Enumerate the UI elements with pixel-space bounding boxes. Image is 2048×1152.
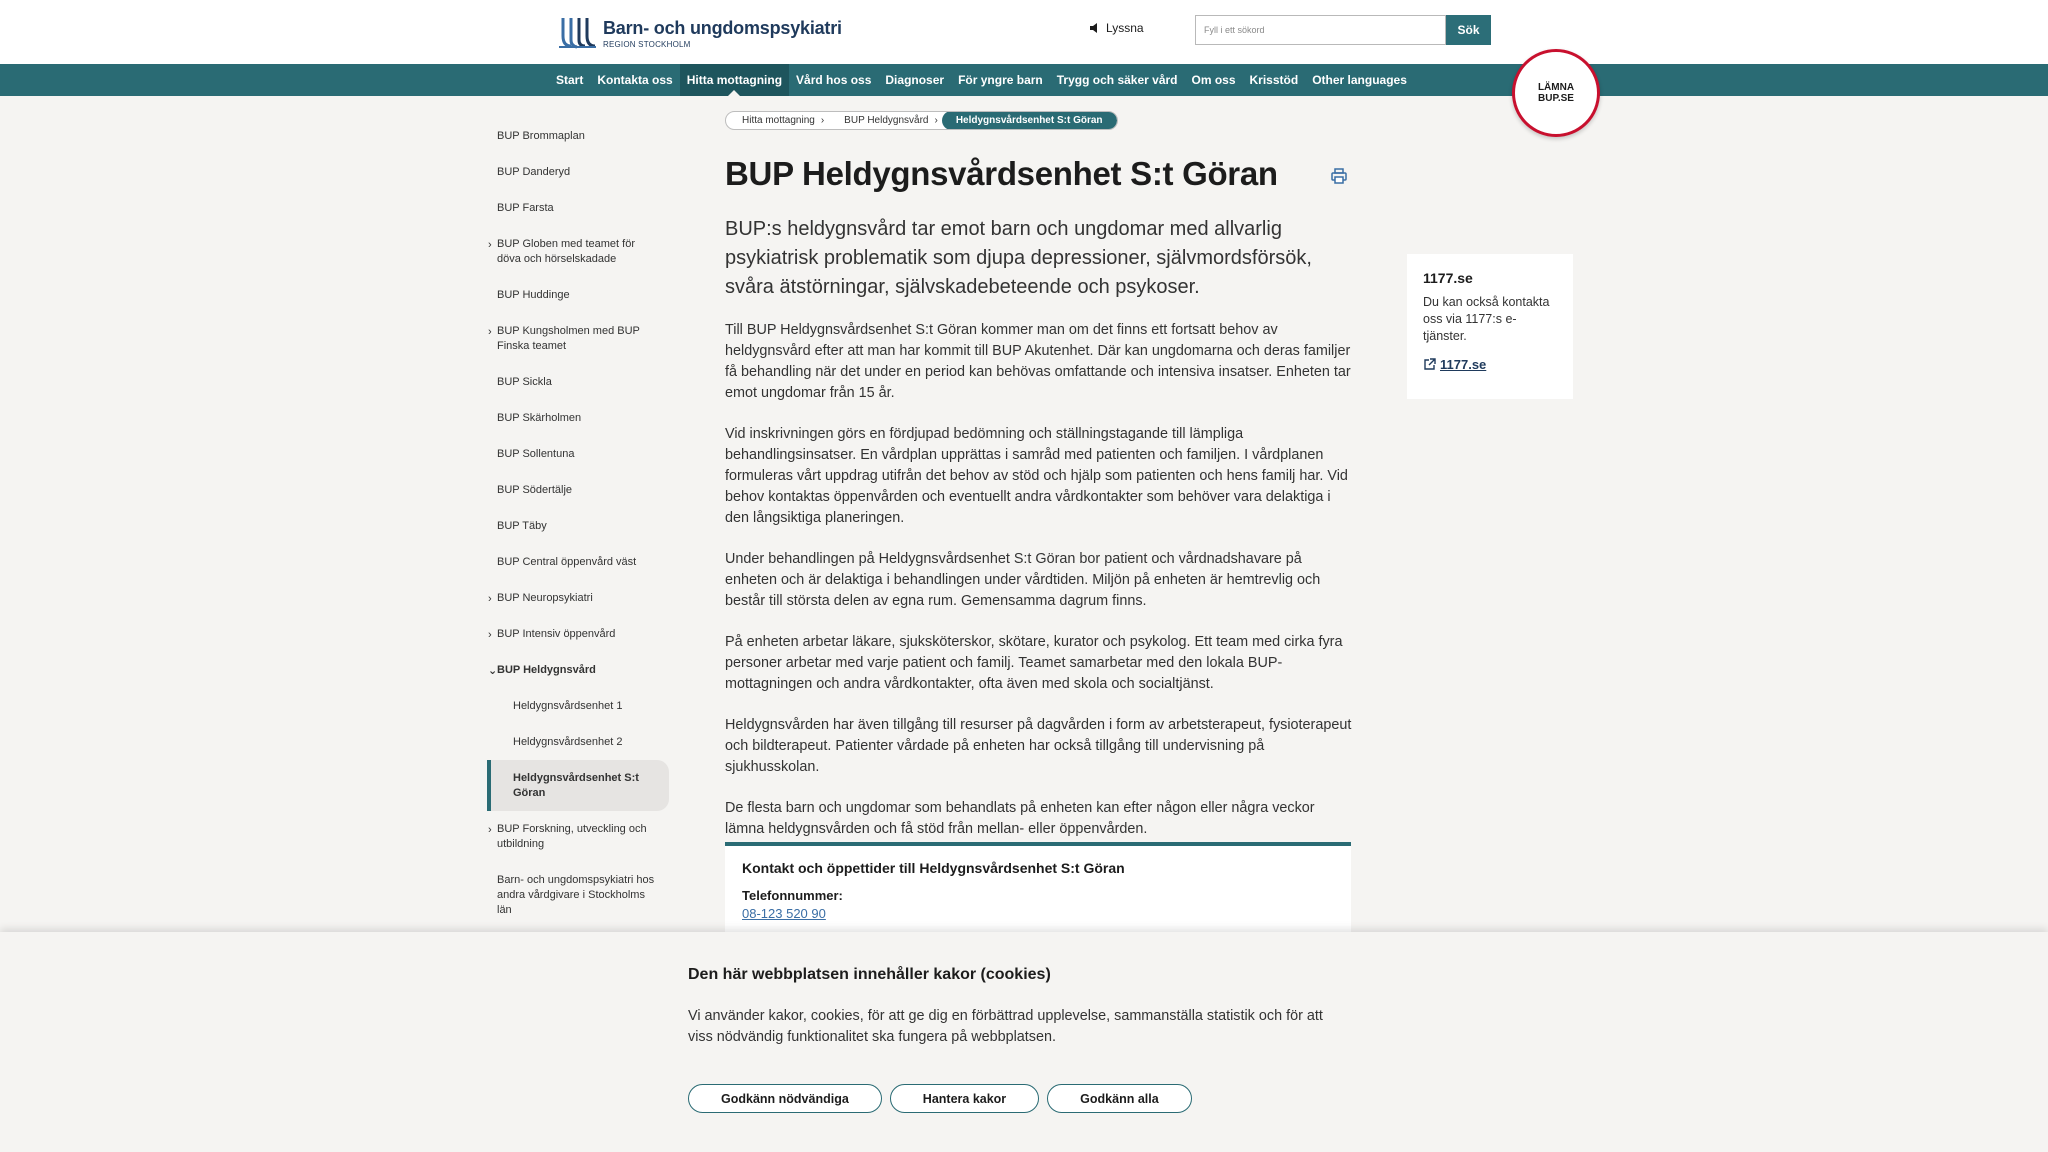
breadcrumb-link[interactable]: BUP Heldygnsvård — [844, 115, 929, 126]
chevron-right-icon: › — [488, 326, 492, 338]
cookie-banner — [0, 932, 2048, 1152]
info-card-text: Du kan också kontakta oss via 1177:s e-tjänster. — [1423, 295, 1550, 343]
speaker-icon — [1089, 22, 1101, 34]
chevron-right-icon: › — [488, 629, 492, 641]
listen-label: Lyssna — [1106, 21, 1144, 35]
chevron-down-icon: ⌄ — [488, 665, 498, 677]
lead-text: BUP:s heldygnsvård tar emot barn och ungdomar med allvarlig psykiatrisk problematik som djupa depressioner, självmordsförsök, svåra ätstörningar, självskadebeteende och psykoser. — [725, 218, 1312, 298]
site-header — [0, 0, 2048, 64]
logo-mark-icon — [557, 16, 597, 50]
chevron-right-icon: › — [820, 115, 825, 126]
badge-line1: LÄMNA — [1537, 82, 1575, 93]
sidebar-item[interactable]: BUP Sickla — [497, 376, 552, 388]
chevron-right-icon: › — [488, 824, 492, 836]
nav-item-trygg-och-saker-vard[interactable]: Trygg och säker vård — [1056, 73, 1178, 87]
logo-title: Barn- och ungdomspsykiatri — [603, 17, 842, 38]
sidebar-subitem[interactable]: Heldygnsvårdsenhet 1 — [513, 700, 623, 712]
nav-item-other-languages[interactable]: Other languages — [1312, 73, 1407, 87]
sidebar-item[interactable]: › BUP Kungsholmen med BUP Finska teamet — [488, 325, 640, 352]
breadcrumb-current: Heldygnsvårdsenhet S:t Göran — [942, 111, 1117, 130]
listen-button[interactable] — [1089, 21, 1144, 35]
sidebar-item[interactable]: BUP Skärholmen — [497, 412, 582, 424]
accept-necessary-button[interactable]: Godkänn nödvändiga — [688, 1084, 882, 1113]
sidebar-item[interactable]: › BUP Forskning, utveckling och utbildning — [488, 823, 647, 850]
leave-site-badge[interactable] — [1512, 49, 1600, 137]
sidebar-item[interactable]: BUP Täby — [497, 520, 547, 532]
paragraph: Till BUP Heldygnsvårdsenhet S:t Göran kommer man om det finns ett fortsatt behov av heldygnsvård efter att man har kommit till BUP Akutenhet. Där kan ungdomarna och deras familjer få behandling när det under en period kan behövas omfattande och intensiva insatser. Enheten tar emot ungdomar från 15 år. — [725, 322, 1351, 401]
nav-item-start[interactable]: Start — [556, 73, 584, 87]
sidebar-item[interactable]: Barn- och ungdomspsykiatri hos andra vårdgivare i Stockholms län — [497, 874, 655, 916]
sidebar-item-heldygnsvard[interactable]: ⌄ BUP Heldygnsvård — [488, 664, 596, 677]
sidebar-item[interactable]: BUP Farsta — [497, 202, 554, 214]
sidebar-item[interactable]: › BUP Neuropsykiatri — [488, 592, 593, 605]
logo-subtitle: REGION STOCKHOLM — [603, 39, 691, 49]
chevron-right-icon: › — [934, 115, 938, 126]
body-text — [725, 320, 1355, 860]
paragraph: Heldygnsvården har även tillgång till resurser på dagvården i form av arbetsterapeut, fysioterapeut och bildterapeut. Patienter vårdade på enheten har också tillgång till undervisning på sjukhusskolan. — [725, 717, 1352, 775]
search-input[interactable] — [1195, 15, 1446, 45]
breadcrumb — [725, 111, 1118, 130]
external-link-icon — [1423, 358, 1436, 371]
manage-cookies-button[interactable]: Hantera kakor — [890, 1084, 1039, 1113]
nav-item-diagnoser[interactable]: Diagnoser — [885, 73, 945, 87]
phone-label: Telefonnummer: — [742, 888, 843, 903]
page-title: BUP Heldygnsvårdsenhet S:t Göran — [725, 155, 1278, 192]
breadcrumb-link[interactable]: Hitta mottagning — [742, 115, 815, 126]
phone-link[interactable]: 08-123 520 90 — [742, 906, 826, 921]
print-icon[interactable] — [1331, 168, 1347, 184]
paragraph: På enheten arbetar läkare, sjuksköterskor, skötare, kurator och psykolog. Ett team med cirka fyra personer arbetar med varje patient och familj. Teamet samarbetar med den lokala BUP-mottagningen och andra vårdkontakter, ofta även med skola och socialtjänst. — [725, 634, 1343, 692]
nav-item-hitta-mottagning[interactable]: Hitta mottagning — [680, 64, 789, 96]
sidebar-item[interactable]: › BUP Globen med teamet för döva och hörselskadade — [488, 238, 635, 265]
nav-item-krisstod[interactable]: Krisstöd — [1249, 73, 1299, 87]
site-logo[interactable] — [557, 16, 842, 50]
nav-item-kontakta-oss[interactable]: Kontakta oss — [597, 73, 673, 87]
sidebar-item[interactable]: BUP Danderyd — [497, 166, 571, 178]
accept-all-button[interactable]: Godkänn alla — [1047, 1084, 1192, 1113]
sidebar-item[interactable]: BUP Södertälje — [497, 484, 573, 496]
nav-item-for-yngre-barn[interactable]: För yngre barn — [958, 73, 1043, 87]
sidebar-item[interactable]: › BUP Intensiv öppenvård — [488, 628, 616, 641]
info-card-link[interactable]: 1177.se — [1423, 357, 1557, 372]
contact-title: Kontakt och öppettider till Heldygnsvårdsenhet S:t Göran — [742, 860, 1125, 876]
sidebar-item[interactable]: BUP Sollentuna — [497, 448, 575, 460]
cookie-text: Vi använder kakor, cookies, för att ge dig en förbättrad upplevelse, sammanställa statistik och för att viss nödvändig funktionalitet ska fungera på webbplatsen. — [688, 1008, 1323, 1045]
badge-line2: BUP.SE — [1538, 93, 1574, 104]
main-nav — [0, 64, 2048, 96]
paragraph: Vid inskrivningen görs en fördjupad bedömning och ställningstagande till lämpliga behandlingsinsatser. En vårdplan upprättas i samråd med patienten och familjen. I vårdplanen formuleras vårt uppdrag utifrån det behov av stöd och hjälp som patienten och hens familj har. Vid behov kontaktas öppenvården och eventuellt andra vårdkontakter som behöver vara delaktiga i den långsiktiga planeringen. — [725, 426, 1348, 526]
info-card-title: 1177.se — [1423, 270, 1473, 286]
chevron-right-icon: › — [488, 239, 492, 251]
nav-item-om-oss[interactable]: Om oss — [1191, 73, 1236, 87]
info-card-1177 — [1407, 254, 1573, 399]
paragraph: Under behandlingen på Heldygnsvårdsenhet S:t Göran bor patient och vårdnadshavare på enheten och är delaktiga i behandlingen under vårdtiden. Miljön på enheten är hemtrevlig och består till största delen av egna rum. Gemensamma dagrum finns. — [725, 551, 1321, 609]
sidebar-item[interactable]: BUP Central öppenvård väst — [497, 556, 637, 568]
sidebar-item[interactable]: BUP Huddinge — [497, 289, 570, 301]
sidebar-nav — [487, 118, 669, 964]
chevron-right-icon: › — [488, 593, 492, 605]
search-button[interactable]: Sök — [1446, 15, 1491, 45]
sidebar-item[interactable]: BUP Brommaplan — [497, 130, 585, 142]
sidebar-subitem-current[interactable]: Heldygnsvårdsenhet S:t Göran — [487, 760, 669, 811]
sidebar-subitem[interactable]: Heldygnsvårdsenhet 2 — [513, 736, 623, 748]
paragraph: De flesta barn och ungdomar som behandlats på enheten kan efter någon eller några veckor lämna heldygnsvården och få stöd från mellan- eller öppenvården. — [725, 800, 1315, 837]
cookie-title: Den här webbplatsen innehåller kakor (cookies) — [688, 966, 1051, 983]
contact-box — [725, 842, 1351, 932]
nav-item-vard-hos-oss[interactable]: Vård hos oss — [796, 73, 872, 87]
